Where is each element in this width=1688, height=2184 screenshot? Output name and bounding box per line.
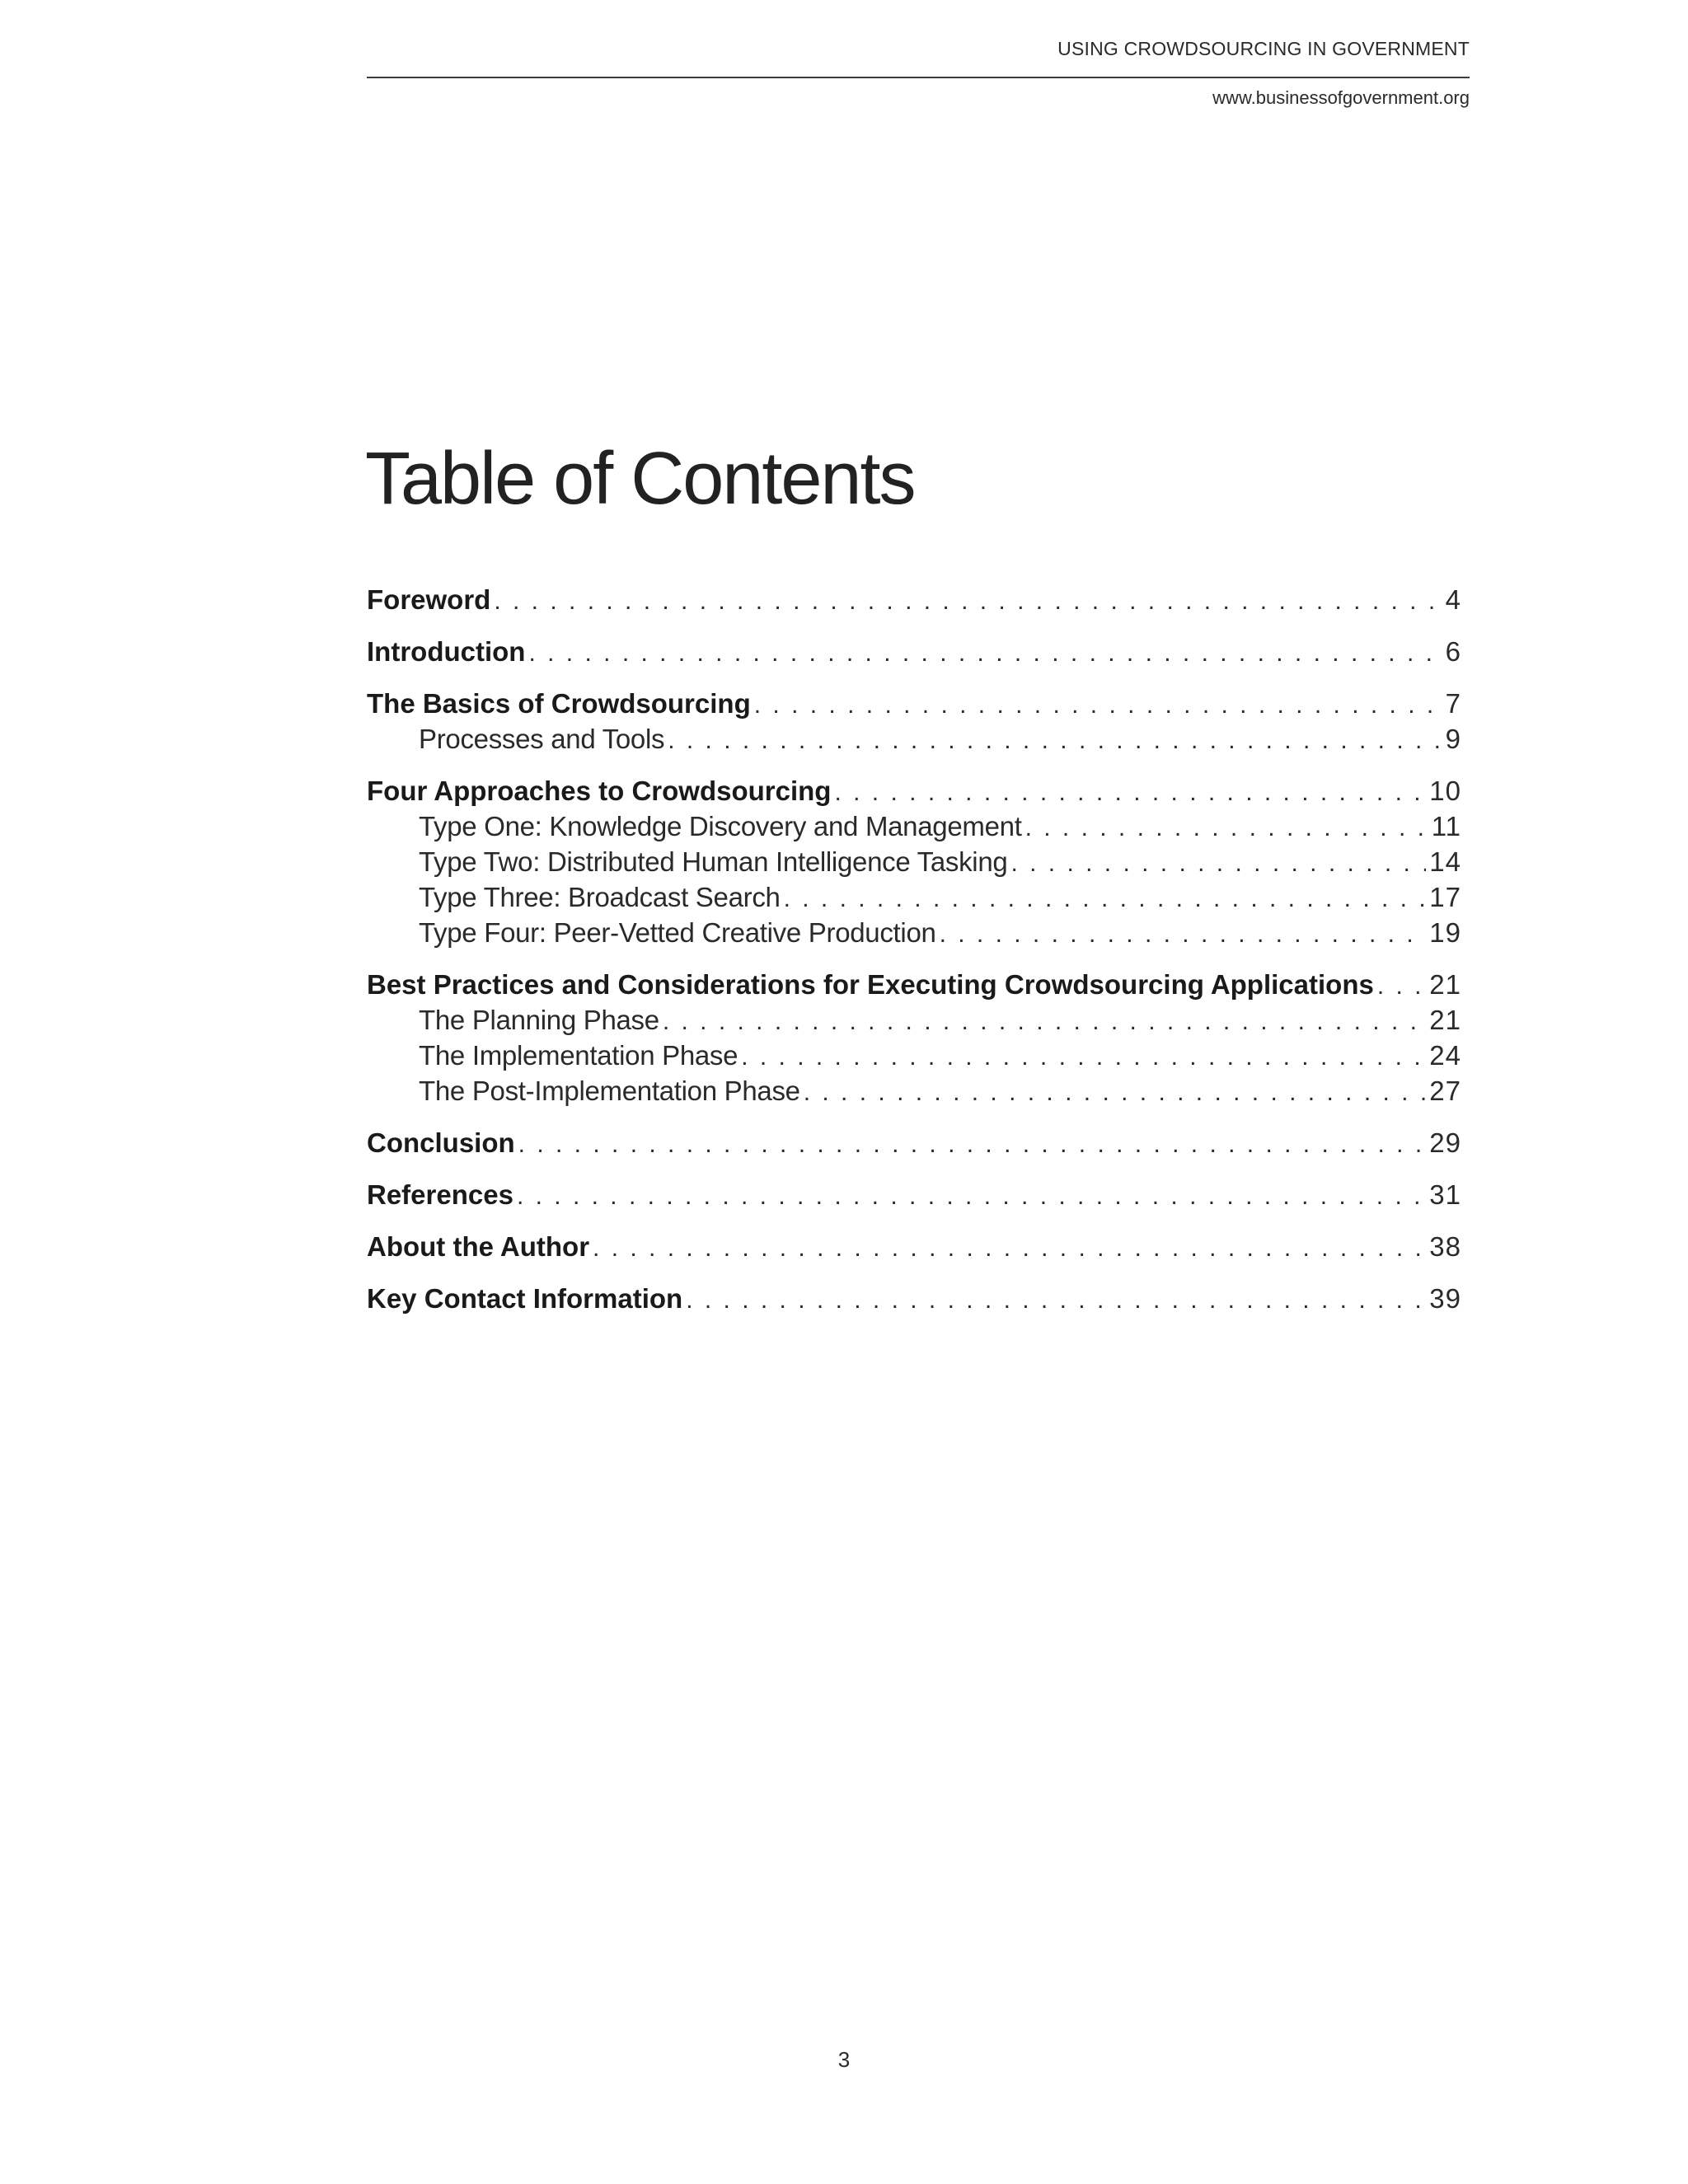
toc-entry-type-three[interactable] (419, 879, 1461, 916)
toc-dot-leader (494, 583, 1442, 620)
toc-page-number: 29 (1429, 1127, 1461, 1158)
footer-page-number: 3 (837, 2047, 851, 2072)
toc-entry-label: The Implementation Phase (419, 1040, 738, 1071)
toc-entry-four-approaches[interactable] (367, 773, 1461, 809)
toc-page-number: 31 (1429, 1179, 1461, 1210)
toc-entry-label: Four Approaches to Crowdsourcing (367, 776, 832, 806)
toc-entry-label: Foreword (367, 584, 491, 615)
toc-entry-label: Processes and Tools (419, 724, 665, 754)
toc-entry-planning-phase[interactable] (419, 1002, 1461, 1038)
toc-page-number: 10 (1429, 776, 1461, 806)
toc-entry-conclusion[interactable] (367, 1125, 1461, 1161)
toc-dot-leader (1377, 968, 1426, 1005)
toc-page-number: 39 (1429, 1283, 1461, 1314)
header-divider (367, 77, 1470, 78)
toc-entry-label: Conclusion (367, 1127, 515, 1158)
toc-page-number: 7 (1445, 688, 1461, 719)
toc-entry-key-contact-information[interactable] (367, 1281, 1461, 1317)
toc-entry-label: About the Author (367, 1231, 590, 1262)
toc-page-number: 17 (1429, 882, 1461, 912)
toc-entry-label: Type Three: Broadcast Search (419, 882, 781, 912)
toc-entry-about-the-author[interactable] (367, 1229, 1461, 1265)
toc-dot-leader (754, 687, 1442, 724)
toc-entry-references[interactable] (367, 1177, 1461, 1213)
toc-dot-leader (1025, 810, 1428, 846)
toc-page-number: 14 (1429, 846, 1461, 877)
toc-entry-best-practices[interactable] (367, 967, 1461, 1003)
toc-dot-leader (804, 1075, 1427, 1111)
toc-page-number: 11 (1431, 811, 1461, 841)
toc-entry-label: Introduction (367, 636, 526, 667)
toc-entry-processes-and-tools[interactable] (419, 721, 1461, 757)
toc-entry-basics[interactable] (367, 686, 1461, 722)
toc-dot-leader (518, 1127, 1427, 1163)
toc-entry-label: Type One: Knowledge Discovery and Management (419, 811, 1022, 841)
toc-dot-leader (1010, 846, 1426, 882)
toc-dot-leader (663, 1004, 1426, 1040)
toc-entry-foreword[interactable] (367, 582, 1461, 618)
toc-page-number: 21 (1429, 969, 1461, 1000)
toc-entry-type-four[interactable] (419, 915, 1461, 951)
toc-entry-post-implementation-phase[interactable] (419, 1073, 1461, 1109)
toc-page-number: 9 (1445, 724, 1461, 754)
toc-page-number: 21 (1429, 1005, 1461, 1035)
toc-page-number: 38 (1429, 1231, 1461, 1262)
toc-entry-implementation-phase[interactable] (419, 1038, 1461, 1074)
toc-entry-label: The Basics of Crowdsourcing (367, 688, 751, 719)
toc-entry-type-two[interactable] (419, 844, 1461, 880)
toc-entry-label: References (367, 1179, 513, 1210)
toc-page-number: 4 (1445, 584, 1461, 615)
toc-entry-label: Type Four: Peer-Vetted Creative Production (419, 917, 936, 948)
toc-entry-type-one[interactable] (419, 808, 1461, 845)
toc-page-number: 24 (1429, 1040, 1461, 1071)
toc-dot-leader (517, 1179, 1426, 1215)
toc-dot-leader (784, 881, 1427, 917)
toc-page-number: 6 (1445, 636, 1461, 667)
toc-entry-label: The Post-Implementation Phase (419, 1076, 800, 1106)
toc-entry-label: Type Two: Distributed Human Intelligence Tasking (419, 846, 1008, 877)
toc-dot-leader (940, 916, 1427, 953)
toc-dot-leader (528, 635, 1442, 672)
toc-entry-label: Best Practices and Considerations for Executing Crowdsourcing Applications (367, 969, 1374, 1000)
toc-entry-introduction[interactable] (367, 634, 1461, 670)
toc-page-number: 19 (1429, 917, 1461, 948)
toc-dot-leader (741, 1039, 1426, 1076)
running-header-title: USING CROWDSOURCING IN GOVERNMENT (1057, 38, 1470, 59)
toc-dot-leader (834, 775, 1426, 811)
toc-dot-leader (686, 1282, 1426, 1319)
toc-entry-label: Key Contact Information (367, 1283, 683, 1314)
toc-page-number: 27 (1429, 1076, 1461, 1106)
toc-dot-leader (593, 1230, 1426, 1267)
page-title: Table of Contents (365, 438, 915, 520)
toc-dot-leader (668, 723, 1442, 759)
header-website: www.businessofgovernment.org (1212, 87, 1470, 108)
toc-entry-label: The Planning Phase (419, 1005, 659, 1035)
